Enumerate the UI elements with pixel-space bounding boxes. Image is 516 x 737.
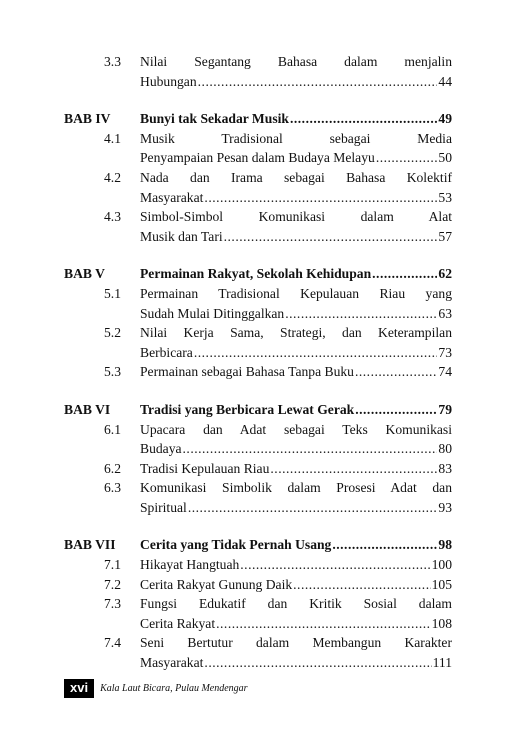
section-number: 7.4 [104, 635, 121, 651]
entry-title: Hikayat Hangtuah [140, 557, 240, 573]
chapter-number: BAB VI [64, 401, 111, 417]
page-reference: 83 [438, 460, 452, 476]
entry-leader-line [140, 614, 452, 634]
toc-chapter-entry[interactable] [64, 109, 452, 129]
page-footer [64, 679, 248, 698]
toc-chapter-entry[interactable] [64, 400, 452, 420]
section-number: 5.1 [104, 285, 121, 301]
entry-title: Musik dan Tari [140, 228, 223, 244]
entry-title-line: Simbol-Simbol Komunikasi dalam Alat [140, 209, 452, 225]
dot-leader [224, 227, 438, 247]
dot-leader [204, 653, 431, 673]
page-reference: 80 [438, 441, 452, 457]
entry-title-line: Nilai Segantang Bahasa dalam menjalin [140, 54, 452, 69]
entry-text [140, 400, 452, 420]
dot-leader [355, 400, 437, 420]
page-reference: 73 [438, 344, 452, 360]
entry-title: Sudah Mulai Ditinggalkan [140, 305, 285, 321]
dot-leader [290, 109, 437, 129]
entry-title-line: Upacara dan Adat sebagai Teks Komunikasi [140, 421, 452, 437]
section-number: 4.3 [104, 209, 121, 225]
entry-title: Penyampaian Pesan dalam Budaya Melayu [140, 150, 375, 166]
toc-section-entry[interactable] [64, 168, 452, 207]
page-reference: 62 [438, 266, 452, 282]
toc-chapter-entry[interactable] [64, 264, 452, 284]
entry-text [140, 109, 452, 129]
entry-text [140, 264, 452, 284]
page-reference: 44 [438, 73, 452, 89]
entry-leader-line [140, 304, 452, 324]
entry-text [140, 323, 452, 362]
toc-section-entry[interactable] [64, 362, 452, 382]
toc-section-entry[interactable] [64, 459, 452, 479]
section-number: 5.2 [104, 325, 121, 341]
entry-title: Cerita Rakyat Gunung Daik [140, 576, 293, 592]
entry-text [140, 129, 452, 168]
page-reference: 50 [438, 150, 452, 166]
entry-title-line: Nilai Kerja Sama, Strategi, dan Keterampilan [140, 325, 452, 341]
page-reference: 98 [438, 537, 452, 553]
entry-text [140, 362, 452, 382]
entry-title: Hubungan [140, 73, 197, 89]
entry-leader-line [140, 439, 452, 459]
dot-leader [332, 535, 437, 555]
entry-leader-line [140, 498, 452, 518]
toc-section-entry[interactable] [64, 52, 452, 91]
page-reference: 108 [431, 615, 452, 631]
entry-text [140, 633, 452, 672]
entry-leader-line [140, 343, 452, 363]
entry-title: Permainan sebagai Bahasa Tanpa Buku [140, 364, 354, 380]
dot-leader [183, 439, 438, 459]
section-number: 3.3 [104, 54, 121, 69]
entry-title-line: Komunikasi Simbolik dalam Prosesi Adat dan [140, 480, 452, 496]
section-number: 6.3 [104, 480, 121, 496]
dot-leader [194, 343, 438, 363]
toc-section-entry[interactable] [64, 323, 452, 362]
page-number: xvi [64, 679, 94, 698]
entry-text [140, 555, 452, 575]
entry-leader-line [140, 227, 452, 247]
entry-title-line: Permainan Tradisional Kepulauan Riau yang [140, 285, 452, 301]
page-reference: 74 [438, 364, 452, 380]
toc-chapter-entry[interactable] [64, 535, 452, 555]
entry-leader-line [140, 575, 452, 595]
chapter-number: BAB VII [64, 537, 116, 553]
dot-leader [240, 555, 430, 575]
entry-title: Tradisi Kepulauan Riau [140, 460, 270, 476]
toc-section-entry[interactable] [64, 633, 452, 672]
entry-title: Masyarakat [140, 189, 204, 205]
dot-leader [204, 188, 437, 208]
entry-title: Budaya [140, 441, 182, 457]
page-reference: 111 [432, 655, 452, 671]
toc-section-entry[interactable] [64, 575, 452, 595]
chapter-number: BAB IV [64, 111, 111, 127]
dot-leader [355, 362, 437, 382]
dot-leader [285, 304, 437, 324]
toc-group [64, 535, 452, 672]
section-number: 4.1 [104, 130, 121, 146]
section-number: 6.2 [104, 460, 121, 476]
entry-text [140, 478, 452, 517]
dot-leader [293, 575, 430, 595]
entry-text [140, 52, 452, 91]
dot-leader [270, 459, 437, 479]
toc-section-entry[interactable] [64, 207, 452, 246]
toc-group [64, 52, 452, 91]
entry-leader-line [140, 109, 452, 129]
toc-section-entry[interactable] [64, 284, 452, 323]
table-of-contents [64, 52, 452, 691]
section-number: 5.3 [104, 364, 121, 380]
entry-title-line: Nada dan Irama sebagai Bahasa Kolektif [140, 169, 452, 185]
section-number: 4.2 [104, 169, 121, 185]
dot-leader [198, 72, 438, 92]
entry-leader-line [140, 400, 452, 420]
entry-leader-line [140, 362, 452, 382]
entry-text [140, 207, 452, 246]
section-number: 7.3 [104, 596, 121, 612]
page-reference: 79 [438, 401, 452, 417]
entry-leader-line [140, 555, 452, 575]
entry-leader-line [140, 148, 452, 168]
entry-text [140, 575, 452, 595]
entry-title-line: Fungsi Edukatif dan Kritik Sosial dalam [140, 596, 452, 612]
toc-group [64, 109, 452, 246]
dot-leader [376, 148, 438, 168]
toc-section-entry[interactable] [64, 129, 452, 168]
toc-group [64, 400, 452, 518]
toc-section-entry[interactable] [64, 555, 452, 575]
section-number: 6.1 [104, 421, 121, 437]
entry-text [140, 420, 452, 459]
dot-leader [188, 498, 438, 518]
toc-section-entry[interactable] [64, 594, 452, 633]
entry-title: Spiritual [140, 499, 187, 515]
page-reference: 57 [438, 228, 452, 244]
toc-section-entry[interactable] [64, 420, 452, 459]
entry-title: Permainan Rakyat, Sekolah Kehidupan [140, 266, 372, 282]
entry-text [140, 594, 452, 633]
entry-title-line: Musik Tradisional sebagai Media [140, 130, 452, 146]
page-reference: 93 [438, 499, 452, 515]
entry-leader-line [140, 459, 452, 479]
page-reference: 49 [438, 111, 452, 127]
page-reference: 53 [438, 189, 452, 205]
entry-title: Bunyi tak Sekadar Musik [140, 111, 289, 127]
entry-title-line: Seni Bertutur dalam Membangun Karakter [140, 635, 452, 651]
entry-title: Cerita yang Tidak Pernah Usang [140, 537, 332, 553]
page-reference: 100 [431, 557, 452, 573]
dot-leader [372, 264, 437, 284]
section-number: 7.1 [104, 557, 121, 573]
entry-title: Masyarakat [140, 655, 204, 671]
entry-text [140, 168, 452, 207]
page-reference: 105 [431, 576, 452, 592]
entry-title: Berbicara [140, 344, 193, 360]
page-reference: 63 [438, 305, 452, 321]
entry-title: Cerita Rakyat [140, 615, 216, 631]
entry-leader-line [140, 264, 452, 284]
toc-group [64, 264, 452, 382]
entry-leader-line [140, 188, 452, 208]
section-number: 7.2 [104, 576, 121, 592]
running-book-title: Kala Laut Bicara, Pulau Mendengar [100, 683, 248, 694]
chapter-number: BAB V [64, 266, 105, 282]
entry-text [140, 284, 452, 323]
entry-text [140, 535, 452, 555]
toc-section-entry[interactable] [64, 478, 452, 517]
entry-text [140, 459, 452, 479]
dot-leader [216, 614, 430, 634]
entry-leader-line [140, 72, 452, 92]
entry-title: Tradisi yang Berbicara Lewat Gerak [140, 401, 355, 417]
entry-leader-line [140, 653, 452, 673]
entry-leader-line [140, 535, 452, 555]
